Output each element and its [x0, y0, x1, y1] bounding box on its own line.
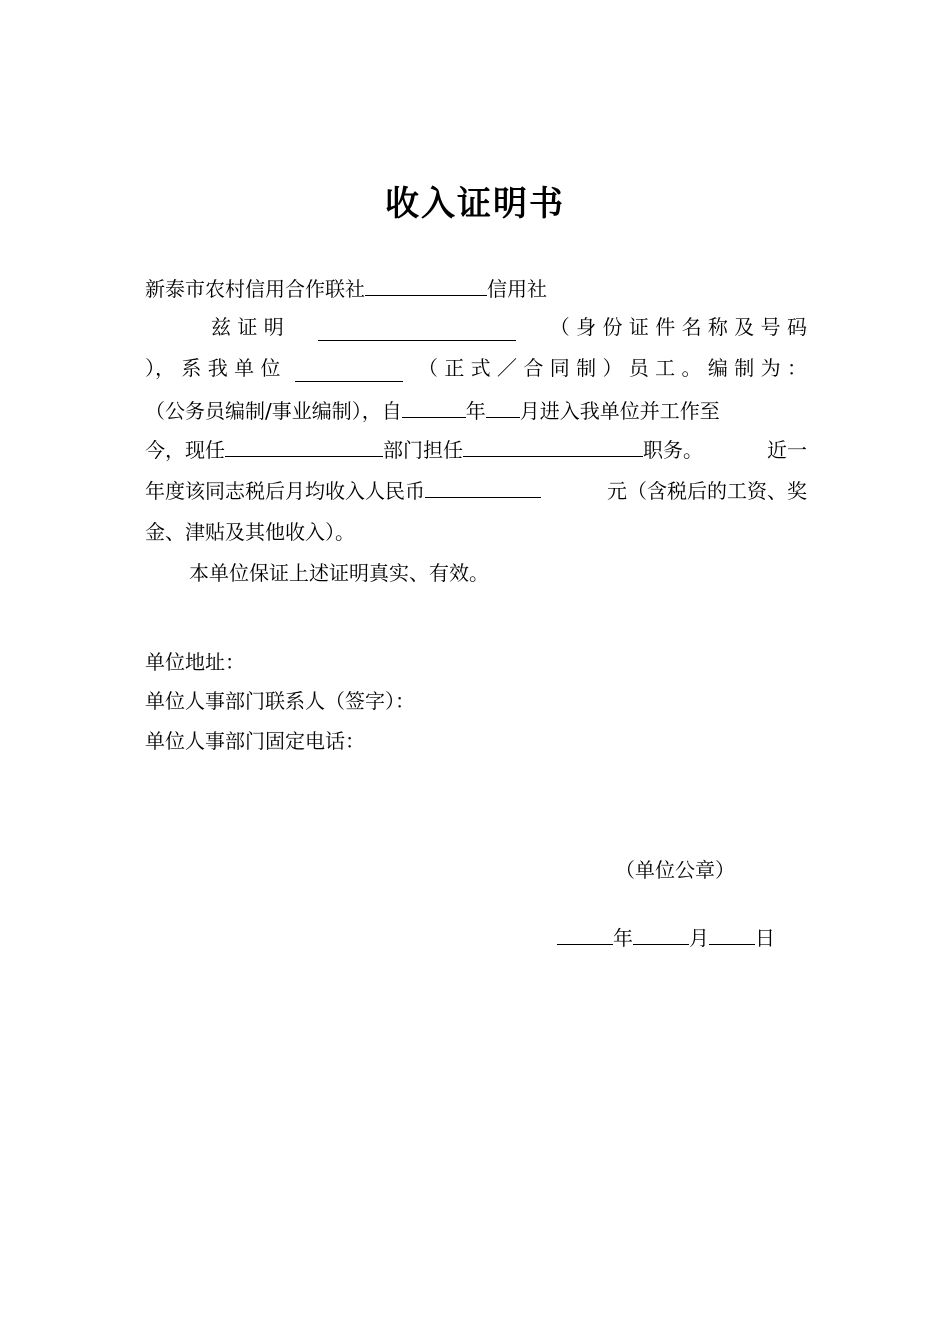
body-line-1: [145, 313, 807, 341]
unit-address-line: [145, 648, 245, 676]
income-text: 年度该同志税后月均收入人民币: [145, 479, 425, 503]
addressee-prefix: 新泰市农村信用合作联社: [145, 277, 365, 301]
body-line-3: [145, 395, 720, 423]
position-blank[interactable]: [463, 434, 643, 457]
start-year-blank[interactable]: [402, 395, 466, 418]
department-blank[interactable]: [225, 434, 383, 457]
date-year-blank[interactable]: [557, 922, 613, 945]
employment-type-blank[interactable]: [295, 359, 403, 382]
date-day-text: 日: [755, 926, 775, 950]
start-month-blank[interactable]: [486, 395, 520, 418]
document-title: 收入证明书: [385, 184, 565, 224]
date-year-text: 年: [613, 926, 633, 950]
person-name-blank[interactable]: [318, 318, 516, 341]
last-year-text: 近一: [767, 438, 807, 462]
income-components-text: 金、津贴及其他收入）。: [145, 520, 355, 544]
id-document-text: （ 身 份 证 件 名 称 及 号 码: [549, 315, 807, 339]
seal-line: [615, 856, 735, 884]
income-amount-blank[interactable]: [425, 475, 541, 498]
addressee-suffix: 信用社: [487, 277, 547, 301]
addressee-line: [145, 273, 547, 301]
guarantee-line: [189, 559, 489, 587]
income-unit-text: 元（含税后的工资、奖: [607, 479, 807, 503]
guarantee-text: 本单位保证上述证明真实、有效。: [189, 561, 489, 585]
department-text: 部门担任: [383, 438, 463, 462]
date-month-text: 月: [689, 926, 709, 950]
current-post-text: 今，现任: [145, 438, 225, 462]
branch-name-blank[interactable]: [365, 273, 487, 296]
unit-address-label: 单位地址：: [145, 650, 245, 674]
staff-type-text: （ 正 式 ／ 合 同 制 ） 员 工 。 编 制 为 ：: [417, 356, 807, 380]
joined-text: 月进入我单位并工作至: [519, 399, 720, 423]
hr-phone-label: 单位人事部门固定电话：: [145, 729, 365, 753]
employee-of-text: ）， 系 我 单 位: [145, 356, 281, 380]
body-line-2: [145, 354, 807, 382]
certify-text: 兹 证 明: [211, 315, 284, 339]
hr-contact-label: 单位人事部门联系人（签字）：: [145, 689, 415, 713]
position-text: 职务。: [643, 438, 703, 462]
date-month-blank[interactable]: [633, 922, 689, 945]
year-text: 年: [465, 399, 486, 423]
body-line-6: [145, 518, 355, 546]
body-line-4: [145, 436, 807, 464]
date-day-blank[interactable]: [709, 922, 755, 945]
body-line-5: [145, 477, 807, 505]
date-line: [557, 922, 775, 952]
unit-seal-label: （单位公章）: [615, 858, 735, 882]
staffing-type-text: （公务员编制/事业编制），自: [145, 399, 402, 423]
hr-phone-line: [145, 727, 365, 755]
hr-contact-line: [145, 687, 415, 715]
